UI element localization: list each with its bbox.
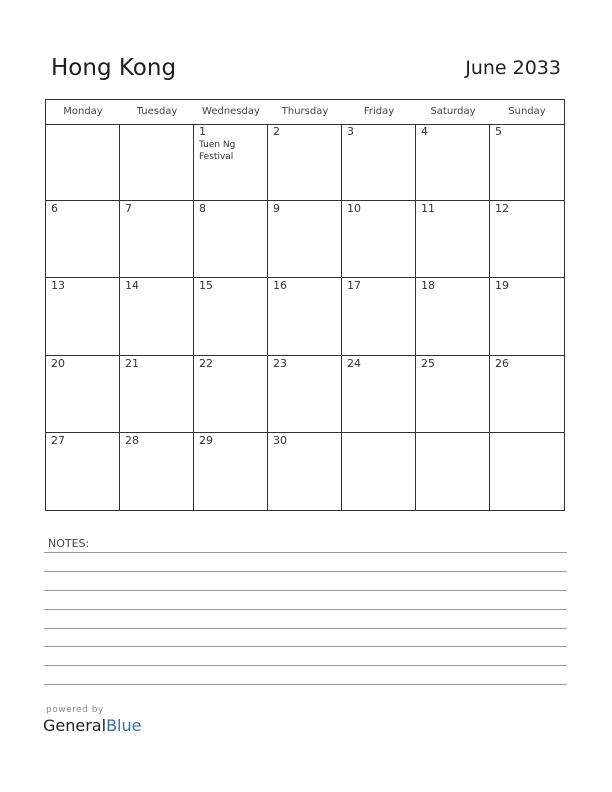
notes-line: [44, 646, 567, 647]
notes-line: [44, 665, 567, 666]
weekday-header-row: [46, 100, 564, 125]
day-cell[interactable]: [120, 278, 194, 355]
day-cell[interactable]: [268, 356, 342, 433]
day-cell[interactable]: [342, 433, 416, 510]
brand-blue: Blue: [106, 716, 142, 735]
day-cell[interactable]: [416, 433, 490, 510]
day-number: 22: [199, 356, 213, 370]
weekday-friday: Friday: [363, 106, 395, 117]
day-cell[interactable]: [416, 201, 490, 278]
day-number: 2: [273, 125, 280, 138]
notes-line: [44, 628, 567, 629]
day-cell[interactable]: [120, 201, 194, 278]
day-number: 1: [199, 125, 206, 138]
day-cell[interactable]: [490, 124, 564, 201]
day-cell[interactable]: [342, 278, 416, 355]
day-cell[interactable]: [268, 201, 342, 278]
day-cell[interactable]: [490, 201, 564, 278]
day-number: 10: [347, 202, 361, 216]
day-number: 6: [51, 202, 58, 216]
day-number: 8: [199, 202, 206, 216]
notes-line: [44, 552, 567, 553]
day-cell[interactable]: [268, 433, 342, 510]
day-cell[interactable]: [342, 201, 416, 278]
day-cell[interactable]: [46, 356, 120, 433]
day-number: 3: [347, 125, 354, 138]
day-number: 30: [273, 433, 287, 447]
powered-by-text: powered by: [46, 705, 104, 715]
day-cell[interactable]: [490, 433, 564, 510]
day-cell[interactable]: [120, 356, 194, 433]
day-number: 7: [125, 202, 132, 216]
day-cell[interactable]: [194, 433, 268, 510]
day-cell[interactable]: [268, 278, 342, 355]
day-number: 4: [421, 125, 428, 138]
day-cell[interactable]: [120, 433, 194, 510]
day-number: 29: [199, 433, 213, 447]
notes-line: [44, 684, 567, 685]
notes-label: NOTES:: [48, 537, 90, 550]
weekday-tuesday: Tuesday: [136, 106, 178, 117]
day-number: 24: [347, 356, 361, 370]
day-number: 15: [199, 279, 213, 293]
day-number: 18: [421, 279, 435, 293]
day-number: 19: [495, 279, 509, 293]
day-number: 25: [421, 356, 435, 370]
day-cell[interactable]: [490, 356, 564, 433]
day-cell[interactable]: [416, 356, 490, 433]
day-grid: [46, 124, 564, 510]
day-number: 11: [421, 202, 435, 216]
day-cell[interactable]: [490, 278, 564, 355]
day-cell[interactable]: [268, 124, 342, 201]
weekday-monday: Monday: [63, 106, 103, 117]
day-number: 16: [273, 279, 287, 293]
notes-line: [44, 571, 567, 572]
day-number: 9: [273, 202, 280, 216]
generalblue-logo[interactable]: [43, 716, 141, 735]
day-number: 28: [125, 433, 139, 447]
day-number: 13: [51, 279, 65, 293]
day-number: 17: [347, 279, 361, 293]
weekday-saturday: Saturday: [430, 106, 476, 117]
day-cell[interactable]: [46, 124, 120, 201]
day-number: 26: [495, 356, 509, 370]
holiday-label: Tuen Ng Festival: [199, 140, 236, 162]
day-cell[interactable]: [194, 278, 268, 355]
day-cell[interactable]: [120, 124, 194, 201]
calendar-grid: [45, 99, 565, 511]
day-cell[interactable]: [342, 356, 416, 433]
weekday-wednesday: Wednesday: [202, 106, 260, 117]
day-cell[interactable]: [416, 278, 490, 355]
day-cell[interactable]: [46, 433, 120, 510]
day-number: 12: [495, 202, 509, 216]
day-cell[interactable]: [46, 278, 120, 355]
day-cell[interactable]: [194, 201, 268, 278]
weekday-sunday: Sunday: [508, 106, 546, 117]
weekday-thursday: Thursday: [281, 106, 329, 117]
day-cell[interactable]: [416, 124, 490, 201]
day-cell[interactable]: [342, 124, 416, 201]
day-number: 21: [125, 356, 139, 370]
day-number: 5: [495, 125, 502, 138]
page-title-country: Hong Kong: [51, 55, 177, 81]
day-number: 14: [125, 279, 139, 293]
day-cell[interactable]: [46, 201, 120, 278]
notes-line: [44, 609, 567, 610]
day-number: 23: [273, 356, 287, 370]
notes-line: [44, 590, 567, 591]
day-cell[interactable]: [194, 124, 268, 201]
brand-general: General: [43, 716, 107, 735]
day-cell[interactable]: [194, 356, 268, 433]
day-number: 27: [51, 433, 65, 447]
day-number: 20: [51, 356, 65, 370]
page-title-month: June 2033: [465, 57, 561, 79]
